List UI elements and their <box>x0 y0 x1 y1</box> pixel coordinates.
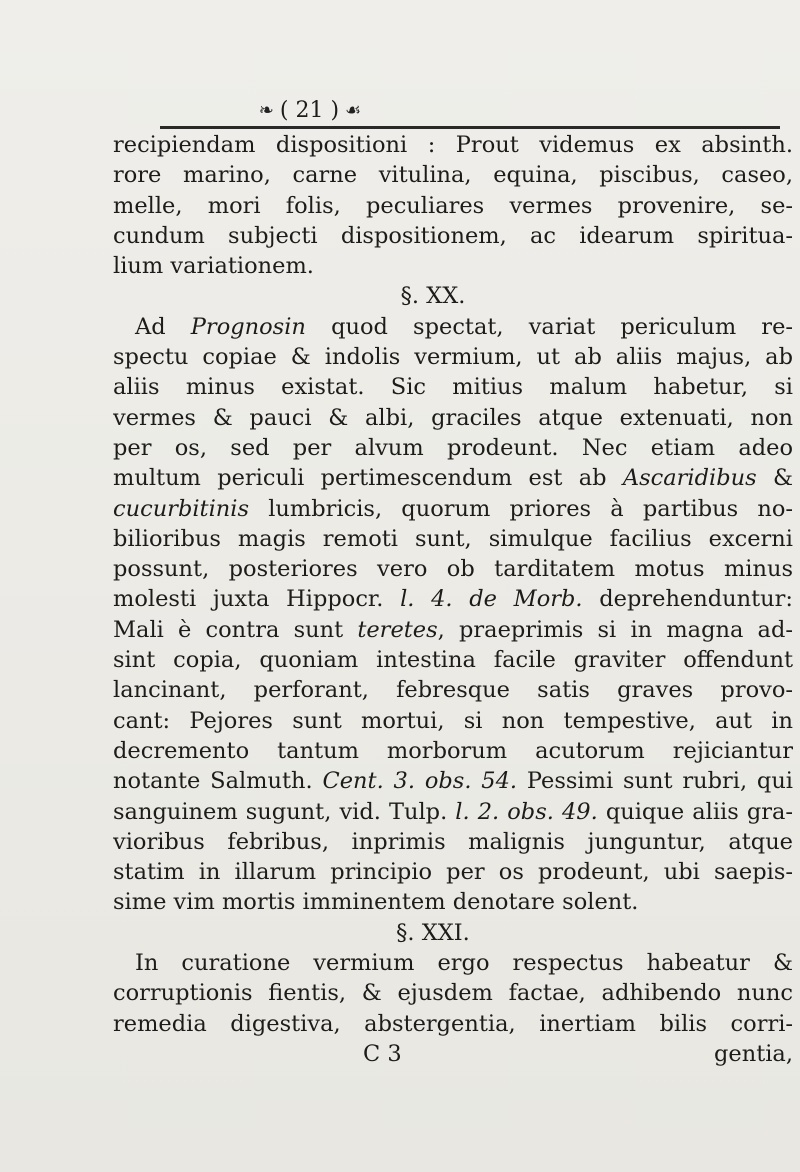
text-line: notante Salmuth. Cent. 3. obs. 54. Pessimi sunt rubri, qui <box>113 768 793 795</box>
text-line: remedia digestiva, abstergentia, inertiam bilis corri- <box>113 1010 793 1037</box>
catchword: gentia, <box>713 1040 793 1067</box>
text-line: spectu copiae & indolis vermium, ut ab aliis majus, ab <box>113 344 793 371</box>
header-rule <box>160 126 780 129</box>
text-line: In curatione vermium ergo respectus habeatur & <box>135 950 793 977</box>
text-line: Mali è contra sunt teretes, praeprimis si in magna ad- <box>113 616 793 643</box>
text-line: lium variationem. <box>113 253 314 280</box>
text-line: cucurbitinis lumbricis, quorum priores à partibus no- <box>113 495 793 522</box>
text-line: corruptionis fientis, & ejusdem factae, adhibendo nunc <box>113 980 793 1007</box>
text-line: vermes & pauci & albi, graciles atque extenuati, non <box>113 404 793 431</box>
text-line: statim in illarum principio per os prodeunt, ubi saepis- <box>113 859 793 886</box>
section-heading: §. XXI. <box>396 919 470 946</box>
text-line: aliis minus existat. Sic mitius malum habetur, si <box>113 374 793 401</box>
text-line: cundum subjecti dispositionem, ac idearum spiritua- <box>113 222 793 249</box>
right-ornament: ☙ <box>345 100 362 121</box>
text-line: Ad Prognosin quod spectat, variat periculum re- <box>135 313 793 340</box>
text-line: molesti juxta Hippocr. l. 4. de Morb. deprehenduntur: <box>113 586 793 613</box>
text-line: multum periculi pertimescendum est ab Ascaridibus & <box>113 465 793 492</box>
section-heading: §. XX. <box>400 283 466 310</box>
text-line: per os, sed per alvum prodeunt. Nec etiam adeo <box>113 434 793 461</box>
text-line: bilioribus magis remoti sunt, simulque facilius excerni <box>113 525 793 552</box>
text-line: sime vim mortis imminentem denotare solent. <box>113 889 639 916</box>
page-number: ( 21 ) <box>279 98 340 123</box>
text-line: sint copia, quoniam intestina facile graviter offendunt <box>113 647 793 674</box>
page-footer <box>113 1039 793 1069</box>
text-body <box>113 130 793 1069</box>
text-line: possunt, posteriores vero ob tarditatem motus minus <box>113 556 793 583</box>
text-line: melle, mori folis, peculiares vermes provenire, se- <box>113 192 793 219</box>
text-line: sanguinem sugunt, vid. Tulp. l. 2. obs. 49. quique aliis gra- <box>113 798 793 825</box>
text-line: cant: Pejores sunt mortui, si non tempestive, aut in <box>113 707 793 734</box>
text-line: vioribus febribus, inprimis malignis junguntur, atque <box>113 828 793 855</box>
signature-mark: C 3 <box>363 1040 402 1067</box>
text-line: rore marino, carne vitulina, equina, piscibus, caseo, <box>113 162 793 189</box>
text-line: decremento tantum morborum acutorum rejiciantur <box>113 737 793 764</box>
left-ornament: ❧ <box>258 100 274 121</box>
page-header <box>230 98 390 123</box>
text-line: lancinant, perforant, febresque satis graves provo- <box>113 677 793 704</box>
text-line: recipiendam dispositioni : Prout videmus ex absinth. <box>113 132 793 158</box>
